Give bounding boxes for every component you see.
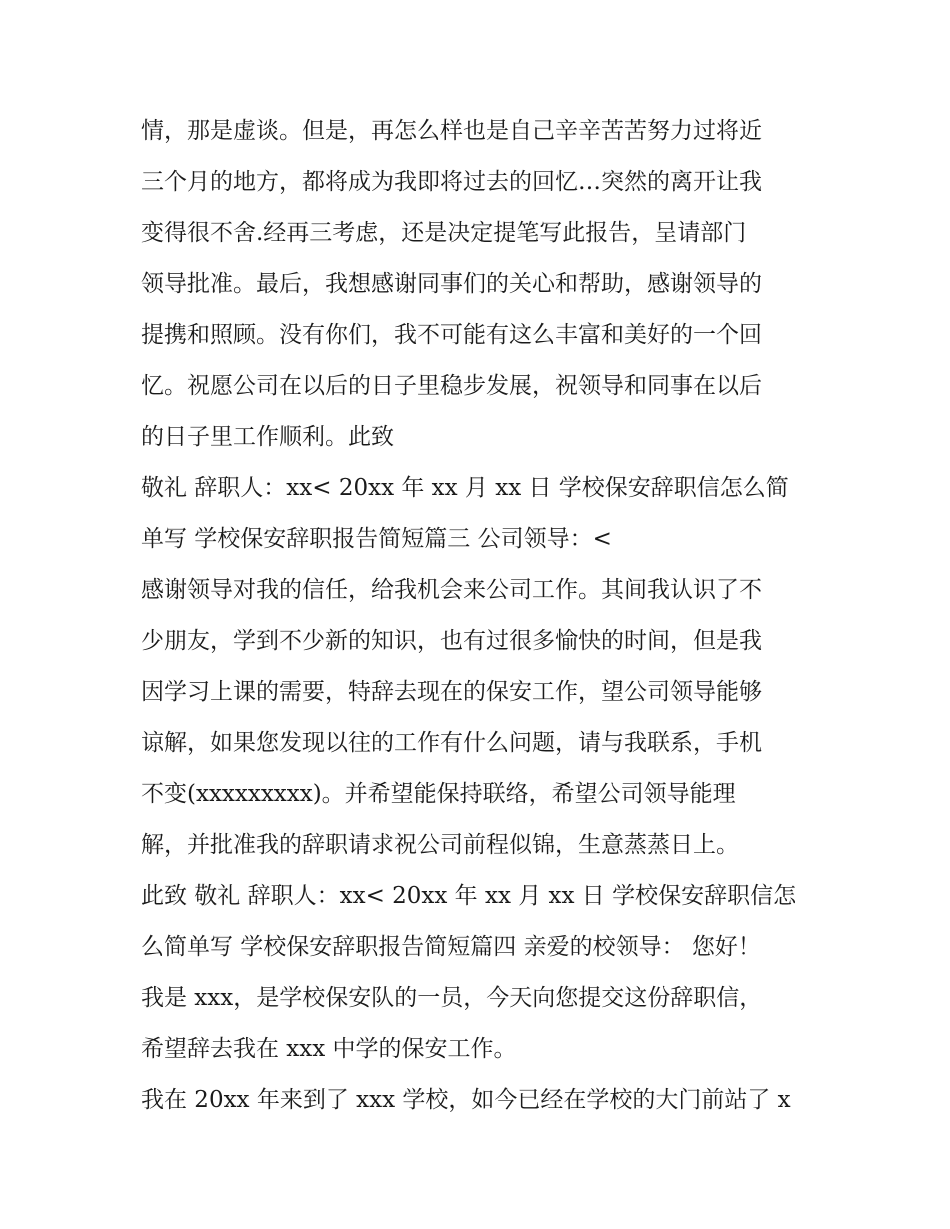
- body-text: [141, 106, 821, 1126]
- text-line: 希望辞去我在 xxx 中学的保安工作。: [141, 1036, 517, 1062]
- text-line: 的日子里工作顺利。此致: [141, 424, 394, 450]
- text-line: 解，并批准我的辞职请求祝公司前程似锦，生意蒸蒸日上。: [141, 832, 739, 858]
- text-line: 三个月的地方，都将成为我即将过去的回忆…突然的离开让我: [141, 169, 762, 195]
- text-line: 我是 xxx，是学校保安队的一员，今天向您提交这份辞职信，: [141, 985, 763, 1011]
- text-line: 不变(xxxxxxxxx)。并希望能保持联络，希望公司领导能理: [141, 781, 736, 807]
- text-line: 忆。祝愿公司在以后的日子里稳步发展，祝领导和同事在以后: [141, 373, 762, 399]
- text-line: 提携和照顾。没有你们，我不可能有这么丰富和美好的一个回: [141, 322, 762, 348]
- text-line: 么简单写 学校保安辞职报告简短篇四 亲爱的校领导： 您好！: [141, 934, 761, 960]
- text-line: 敬礼 辞职人：xx< 20xx 年 xx 月 xx 日 学校保安辞职信怎么简: [141, 475, 789, 501]
- text-line: 少朋友，学到不少新的知识，也有过很多愉快的时间，但是我: [141, 628, 762, 654]
- text-line: 因学习上课的需要，特辞去现在的保安工作，望公司领导能够: [141, 679, 762, 705]
- text-line: 变得很不舍.经再三考虑，还是决定提笔写此报告，呈请部门: [141, 220, 747, 246]
- text-line: 感谢领导对我的信任，给我机会来公司工作。其间我认识了不: [141, 577, 762, 603]
- text-line: 谅解，如果您发现以往的工作有什么问题，请与我联系，手机: [141, 730, 762, 756]
- text-line: 此致 敬礼 辞职人：xx< 20xx 年 xx 月 xx 日 学校保安辞职信怎: [141, 883, 797, 909]
- text-line: 我在 20xx 年来到了 xxx 学校，如今已经在学校的大门前站了 x: [141, 1087, 791, 1113]
- text-line: 领导批准。最后，我想感谢同事们的关心和帮助，感谢领导的: [141, 271, 762, 297]
- text-line: 情，那是虚谈。但是，再怎么样也是自己辛辛苦苦努力过将近: [141, 118, 762, 144]
- text-line: 单写 学校保安辞职报告简短篇三 公司领导：<: [141, 526, 612, 552]
